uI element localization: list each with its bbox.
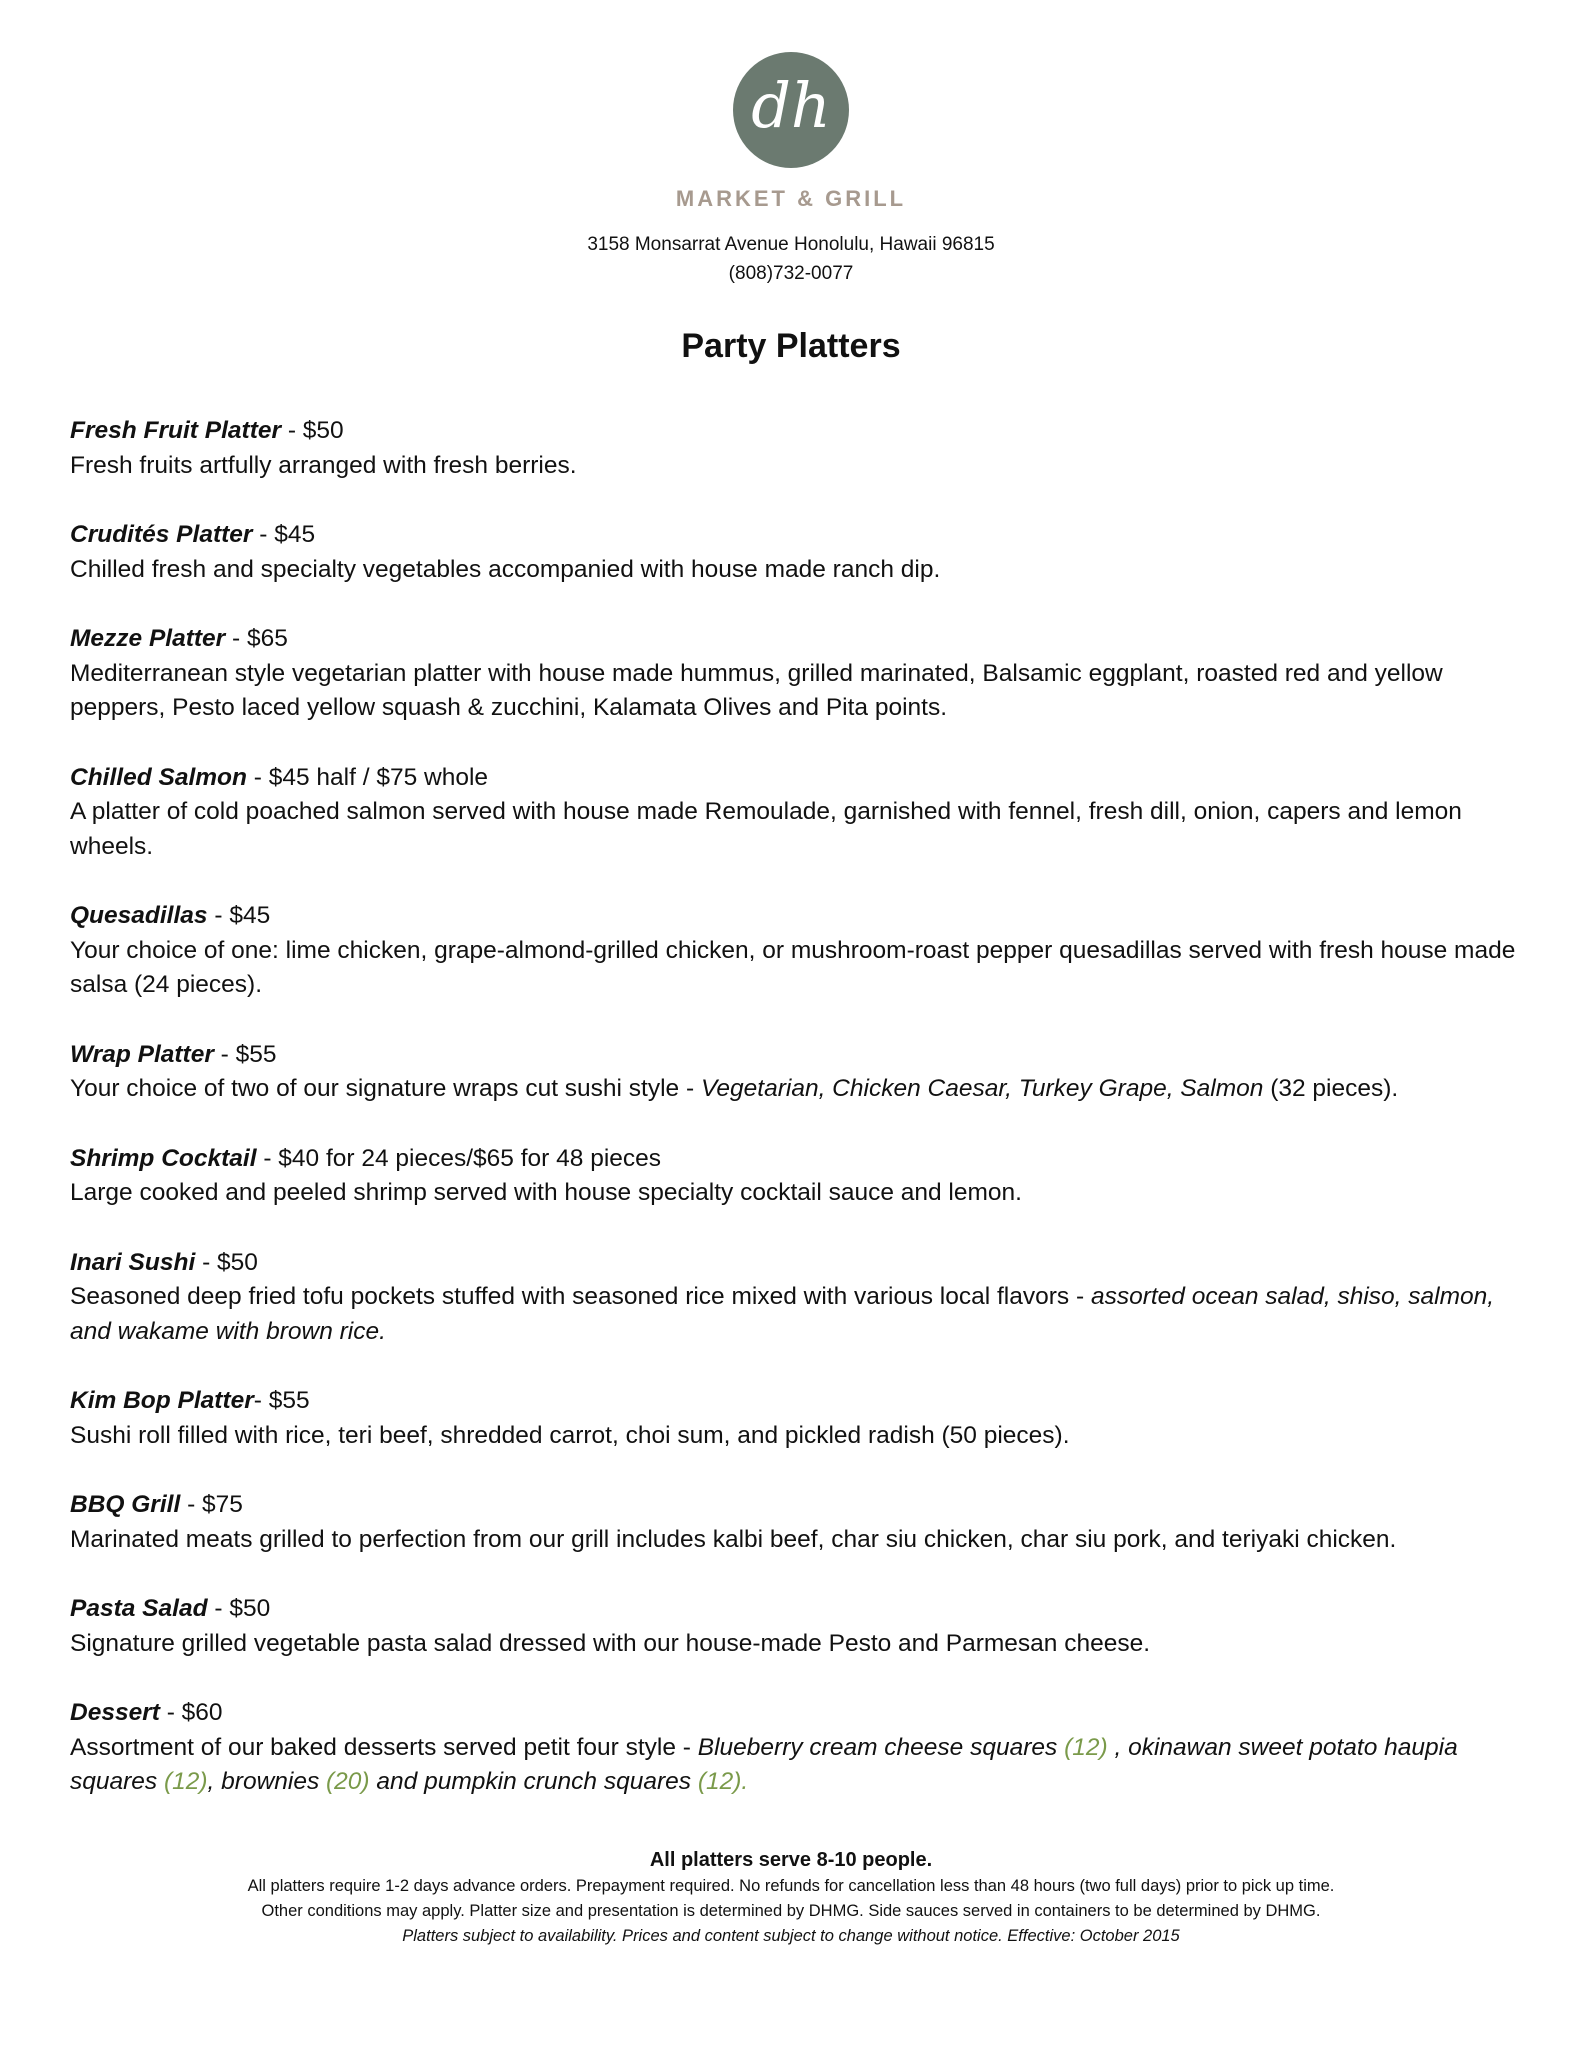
item-price: - $75 (180, 1491, 243, 1518)
menu-item (70, 1246, 1530, 1350)
desc-emphasis: Vegetarian, Chicken Caesar, Turkey Grape, Salmon (700, 1075, 1264, 1102)
menu-item (70, 1142, 1530, 1211)
terms-line: Platters subject to availability. Prices and content subject to change without notice. Effective: October 2015 (402, 1927, 1180, 1945)
item-price: - $40 for 24 pieces/$65 for 48 pieces (256, 1144, 662, 1172)
phone-number: (808)732-0077 (728, 263, 854, 284)
logo-circle-icon (733, 52, 849, 168)
brand-wordmark: MARKET & GRILL (675, 186, 907, 211)
item-name: Inari Sushi (70, 1248, 196, 1276)
desc-text: Assortment of our baked desserts served petit four style - (70, 1733, 698, 1761)
item-name: Shrimp Cocktail (70, 1144, 257, 1172)
menu-item (70, 414, 1530, 483)
item-name: Quesadillas (70, 902, 208, 929)
menu-item (70, 518, 1530, 587)
item-description (70, 1072, 1530, 1107)
quantity-count: (12) (163, 1768, 208, 1795)
menu-item (70, 1488, 1530, 1557)
serving-note: All platters serve 8-10 people. (649, 1849, 933, 1871)
menu-item (70, 1384, 1530, 1453)
item-description (70, 1280, 1530, 1349)
quantity-count: (20) (326, 1768, 370, 1795)
terms-line: Other conditions may apply. Platter size and presentation is determined by DHMG. Side sauces served in containers to be determined by DHMG. (261, 1902, 1321, 1920)
item-description: Chilled fresh and specialty vegetables accompanied with house made ranch dip. (70, 555, 941, 583)
terms-line: All platters require 1-2 days advance orders. Prepayment required. No refunds for cancellation less than 48 hours (two full days) prior to pick up time. (247, 1877, 1335, 1895)
item-description: A platter of cold poached salmon served with house made Remoulade, garnished with fennel, fresh dill, onion, capers and lemon wheels. (70, 798, 1462, 860)
menu-item (70, 1038, 1530, 1107)
menu-item (70, 761, 1530, 865)
contact-block (0, 230, 1582, 288)
logo-initials: dh (751, 69, 831, 142)
platter-list (70, 414, 1530, 1835)
item-price: - $45 (252, 521, 316, 548)
item-price: - $60 (159, 1699, 223, 1726)
item-description: Large cooked and peeled shrimp served with house specialty cocktail sauce and lemon. (70, 1179, 1022, 1206)
menu-item (70, 1592, 1530, 1661)
page-title: Party Platters (681, 327, 901, 365)
item-price: - $55 (253, 1387, 310, 1414)
item-name: Wrap Platter (70, 1040, 214, 1068)
quantity-count: (12) (1064, 1733, 1108, 1761)
desc-emphasis: , brownies (207, 1768, 327, 1795)
desc-emphasis: , okinawan sweet potato haupia squares (70, 1733, 1458, 1795)
item-name: Chilled Salmon (70, 763, 247, 791)
item-price: - $65 (225, 625, 288, 652)
item-price: - $50 (281, 417, 344, 444)
item-price: - $50 (207, 1595, 271, 1622)
item-name: Kim Bop Platter (70, 1387, 254, 1414)
item-description: Your choice of one: lime chicken, grape-almond-grilled chicken, or mushroom-roast pepper quesadillas served with fresh house made salsa (24 pieces). (70, 936, 1516, 998)
item-price: - $45 half / $75 whole (246, 763, 489, 791)
item-description: Marinated meats grilled to perfection from our grill includes kalbi beef, char siu chicken, char siu pork, and teriyaki chicken. (70, 1525, 1397, 1553)
item-description: Fresh fruits artfully arranged with fresh berries. (70, 451, 577, 479)
brand-logo (0, 52, 1582, 212)
item-name: Crudités Platter (70, 521, 253, 548)
item-description: Mediterranean style vegetarian platter with house made hummus, grilled marinated, Balsamic eggplant, roasted red and yellow peppers, Pesto laced yellow squash & zucchini, Kalamata Olives and Pita points. (70, 659, 1443, 721)
desc-text: (32 pieces). (1263, 1075, 1399, 1102)
item-price: - $55 (213, 1040, 277, 1068)
menu-item (70, 622, 1530, 726)
desc-emphasis: and pumpkin crunch squares (369, 1768, 698, 1795)
menu-item (70, 1696, 1530, 1800)
item-name: Pasta Salad (70, 1595, 208, 1622)
item-description: Signature grilled vegetable pasta salad dressed with our house-made Pesto and Parmesan cheese. (70, 1629, 1151, 1657)
item-name: BBQ Grill (70, 1491, 181, 1518)
item-price: - $50 (195, 1248, 258, 1276)
item-description (70, 1731, 1530, 1800)
item-name: Dessert (70, 1699, 160, 1726)
terms-footer (0, 1846, 1582, 1949)
item-description: Sushi roll filled with rice, teri beef, shredded carrot, choi sum, and pickled radish (50 pieces). (70, 1421, 1070, 1449)
quantity-count: (12). (697, 1768, 749, 1795)
desc-emphasis: assorted ocean salad, shiso, salmon, and wakame with brown rice. (70, 1283, 1495, 1345)
item-name: Fresh Fruit Platter (70, 417, 282, 444)
item-name: Mezze Platter (70, 625, 226, 652)
item-price: - $45 (207, 902, 271, 929)
desc-text: Your choice of two of our signature wraps cut sushi style - (70, 1075, 701, 1102)
desc-text: Seasoned deep fried tofu pockets stuffed with seasoned rice mixed with various local flavors - (70, 1283, 1091, 1310)
street-address: 3158 Monsarrat Avenue Honolulu, Hawaii 96815 (587, 234, 995, 255)
desc-emphasis: Blueberry cream cheese squares (697, 1733, 1065, 1761)
menu-item (70, 899, 1530, 1003)
